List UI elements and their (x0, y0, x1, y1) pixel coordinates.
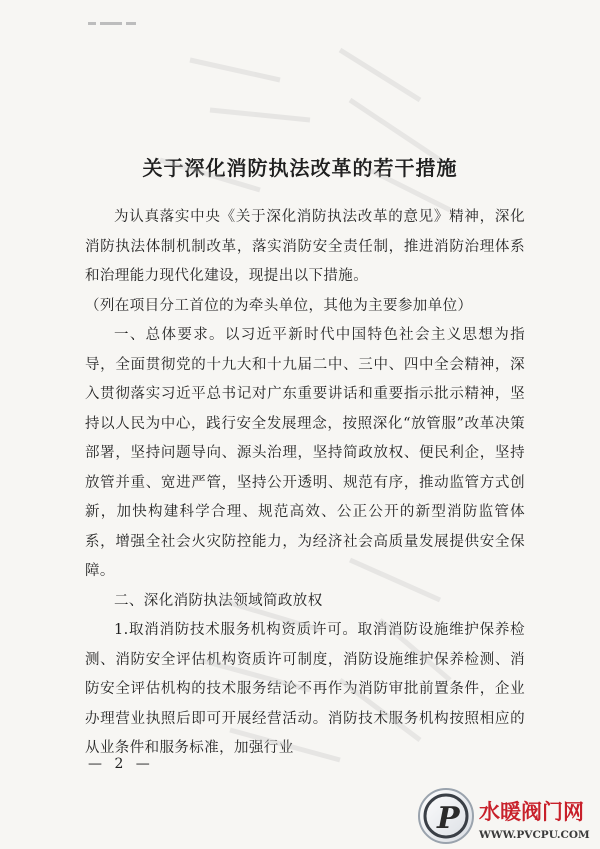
brand-watermark-logo (415, 786, 600, 849)
document-title: 关于深化消防执法改革的若干措施 (142, 156, 458, 180)
paragraph-item-1: 1.取消消防技术服务机构资质许可。取消消防设施维护保养检测、消防安全评估机构资质许可制度，消防设施维护保养检测、消防安全评估机构的技术服务结论不再作为消防审批前置条件，企业办理营业执照后即可开展经营活动。消防技术服务机构按照相应的从业条件和服务标准，加强行业 (85, 622, 525, 756)
brand-url: WWW.PVCPU.COM (479, 829, 590, 841)
paragraph-intro: 为认真落实中央《关于深化消防执法改革的意见》精神，深化消防执法体制机制改革，落实消防安全责任制，推进消防治理体系和治理能力现代化建设，现提出以下措施。 (85, 209, 525, 284)
document-body (85, 203, 525, 764)
brand-mark: P (437, 801, 460, 836)
scan-artifact (88, 10, 158, 16)
page-number: — 2 — (88, 756, 154, 772)
paragraph-note: （列在项目分工首位的为牵头单位，其他为主要参加单位） (85, 297, 473, 314)
brand-name: 水暖阀门网 (479, 799, 584, 824)
section-heading-2: 二、深化消防执法领域简政放权 (114, 592, 323, 609)
paragraph-general-requirements: 一、总体要求。以习近平新时代中国特色社会主义思想为指导，全面贯彻党的十九大和十九届二中、三中、四中全会精神，深入贯彻落实习近平总书记对广东重要讲话和重要指示批示精神，坚持以人民为中心，践行安全发展理念，按照深化“放管服”改革决策部署，坚持问题导向、源头治理，坚持简政放权、便民利企，坚持放管并重、宽进严管，坚持公开透明、规范有序，推动监管方式创新，加快构建科学合理、规范高效、公正公开的新型消防监管体系，增强全社会火灾防控能力，为经济社会高质量发展提供安全保障。 (85, 327, 525, 579)
